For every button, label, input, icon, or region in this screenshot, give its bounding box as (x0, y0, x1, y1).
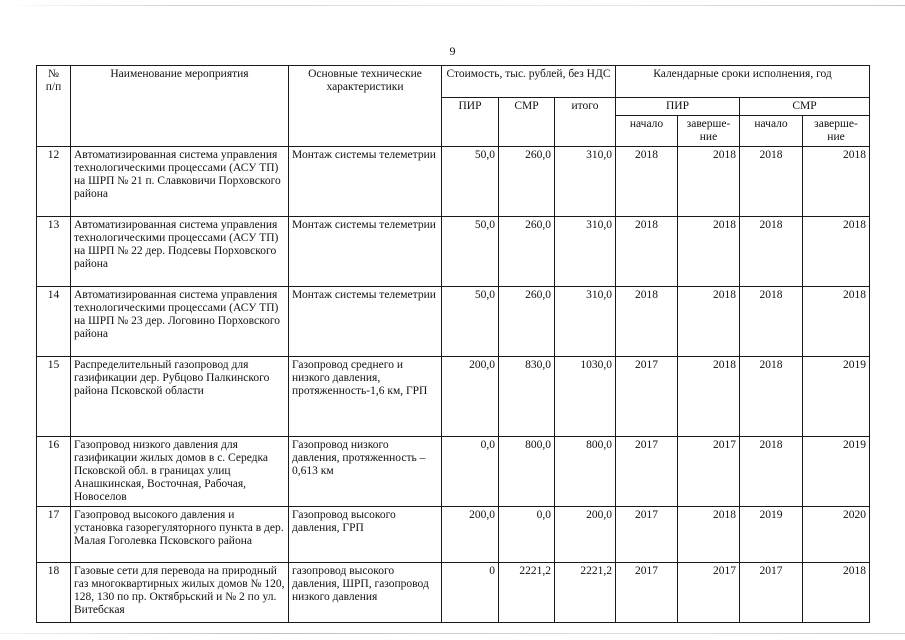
works-table (36, 65, 870, 623)
row-tech: Газопровод высокого давления, ГРП (289, 507, 442, 563)
table-row (37, 507, 870, 563)
header-cost-smr: СМР (499, 98, 555, 147)
row-smr-end: 2018 (803, 563, 870, 623)
header-name: Наименование мероприятия (71, 66, 289, 147)
row-pir-start: 2018 (616, 287, 678, 357)
table-row (37, 437, 870, 507)
row-number: 15 (37, 357, 71, 437)
row-pir-end: 2018 (678, 507, 740, 563)
row-cost-smr: 800,0 (499, 437, 555, 507)
row-smr-end: 2020 (803, 507, 870, 563)
row-cost-total: 1030,0 (555, 357, 616, 437)
row-cost-smr: 830,0 (499, 357, 555, 437)
row-number: 14 (37, 287, 71, 357)
table-row (37, 147, 870, 217)
row-cost-pir: 50,0 (442, 287, 499, 357)
row-tech: Монтаж системы телеметрии (289, 217, 442, 287)
row-smr-start: 2018 (740, 287, 803, 357)
table-row (37, 217, 870, 287)
row-smr-end: 2019 (803, 357, 870, 437)
row-cost-pir: 200,0 (442, 507, 499, 563)
row-tech: Газопровод низкого давления, протяженность – 0,613 км (289, 437, 442, 507)
row-name: Газопровод высокого давления и установка газорегуляторного пункта в дер. Малая Гоголевка Псковского района (71, 507, 289, 563)
header-schedule: Календарные сроки исполнения, год (616, 66, 870, 98)
header-tech: Основные технические характеристики (289, 66, 442, 147)
page-number: 9 (449, 44, 456, 58)
row-cost-total: 2221,2 (555, 563, 616, 623)
row-pir-start: 2017 (616, 357, 678, 437)
row-pir-end: 2018 (678, 357, 740, 437)
header-cost-total: итого (555, 98, 616, 147)
row-cost-total: 310,0 (555, 147, 616, 217)
row-tech: Монтаж системы телеметрии (289, 287, 442, 357)
row-number: 18 (37, 563, 71, 623)
row-cost-smr: 260,0 (499, 217, 555, 287)
row-pir-start: 2018 (616, 217, 678, 287)
row-pir-end: 2017 (678, 437, 740, 507)
row-tech: Газопровод среднего и низкого давления, протяженность-1,6 км, ГРП (289, 357, 442, 437)
row-smr-start: 2018 (740, 357, 803, 437)
row-name: Распределительный газопровод для газификации дер. Рубцово Палкинского района Псковской области (71, 357, 289, 437)
row-cost-smr: 0,0 (499, 507, 555, 563)
header-pir-end: заверше- ние (678, 116, 740, 147)
row-cost-total: 800,0 (555, 437, 616, 507)
header-cost-pir: ПИР (442, 98, 499, 147)
row-smr-start: 2018 (740, 147, 803, 217)
row-pir-end: 2018 (678, 217, 740, 287)
row-cost-total: 310,0 (555, 217, 616, 287)
row-cost-pir: 200,0 (442, 357, 499, 437)
row-smr-start: 2019 (740, 507, 803, 563)
header-smr-start: начало (740, 116, 803, 147)
header-cost: Стоимость, тыс. рублей, без НДС (442, 66, 616, 98)
row-name: Автоматизированная система управления технологическими процессами (АСУ ТП) на ШРП № 22 дер. Подсевы Порховского района (71, 217, 289, 287)
row-tech: Монтаж системы телеметрии (289, 147, 442, 217)
row-pir-start: 2017 (616, 507, 678, 563)
row-smr-start: 2018 (740, 217, 803, 287)
row-pir-end: 2018 (678, 287, 740, 357)
table-row (37, 563, 870, 623)
row-cost-pir: 0,0 (442, 437, 499, 507)
row-number: 17 (37, 507, 71, 563)
header-pir-start: начало (616, 116, 678, 147)
row-cost-pir: 0 (442, 563, 499, 623)
row-smr-end: 2018 (803, 287, 870, 357)
row-smr-start: 2017 (740, 563, 803, 623)
row-smr-end: 2018 (803, 147, 870, 217)
row-cost-smr: 260,0 (499, 287, 555, 357)
scan-edge-top (0, 5, 905, 6)
row-cost-pir: 50,0 (442, 147, 499, 217)
row-name: Автоматизированная система управления технологическими процессами (АСУ ТП) на ШРП № 23 дер. Логовино Порховского района (71, 287, 289, 357)
row-name: Газовые сети для перевода на природный газ многоквартирных жилых домов № 120, 128, 130 по пр. Октябрьский и № 2 по ул. Витебская (71, 563, 289, 623)
row-name: Газопровод низкого давления для газификации жилых домов в с. Середка Псковской обл. в границах улиц Анашкинская, Восточная, Рабочая, Новоселов (71, 437, 289, 507)
table-row (37, 287, 870, 357)
header-smr-end: заверше- ние (803, 116, 870, 147)
row-cost-smr: 2221,2 (499, 563, 555, 623)
row-cost-total: 200,0 (555, 507, 616, 563)
row-number: 12 (37, 147, 71, 217)
row-pir-end: 2017 (678, 563, 740, 623)
table-row (37, 357, 870, 437)
scan-edge-bottom (0, 633, 905, 634)
row-pir-start: 2017 (616, 563, 678, 623)
row-smr-end: 2018 (803, 217, 870, 287)
row-smr-end: 2019 (803, 437, 870, 507)
header-number: № п/п (37, 66, 71, 147)
header-schedule-smr: СМР (740, 98, 870, 116)
row-pir-start: 2018 (616, 147, 678, 217)
row-smr-start: 2018 (740, 437, 803, 507)
row-cost-smr: 260,0 (499, 147, 555, 217)
row-pir-start: 2017 (616, 437, 678, 507)
header-schedule-pir: ПИР (616, 98, 740, 116)
table-header (37, 66, 870, 147)
row-name: Автоматизированная система управления технологическими процессами (АСУ ТП) на ШРП № 21 п. Славковичи Порховского района (71, 147, 289, 217)
row-number: 16 (37, 437, 71, 507)
table-body (37, 147, 870, 623)
row-cost-pir: 50,0 (442, 217, 499, 287)
row-number: 13 (37, 217, 71, 287)
row-cost-total: 310,0 (555, 287, 616, 357)
row-pir-end: 2018 (678, 147, 740, 217)
row-tech: газопровод высокого давления, ШРП, газопровод низкого давления (289, 563, 442, 623)
